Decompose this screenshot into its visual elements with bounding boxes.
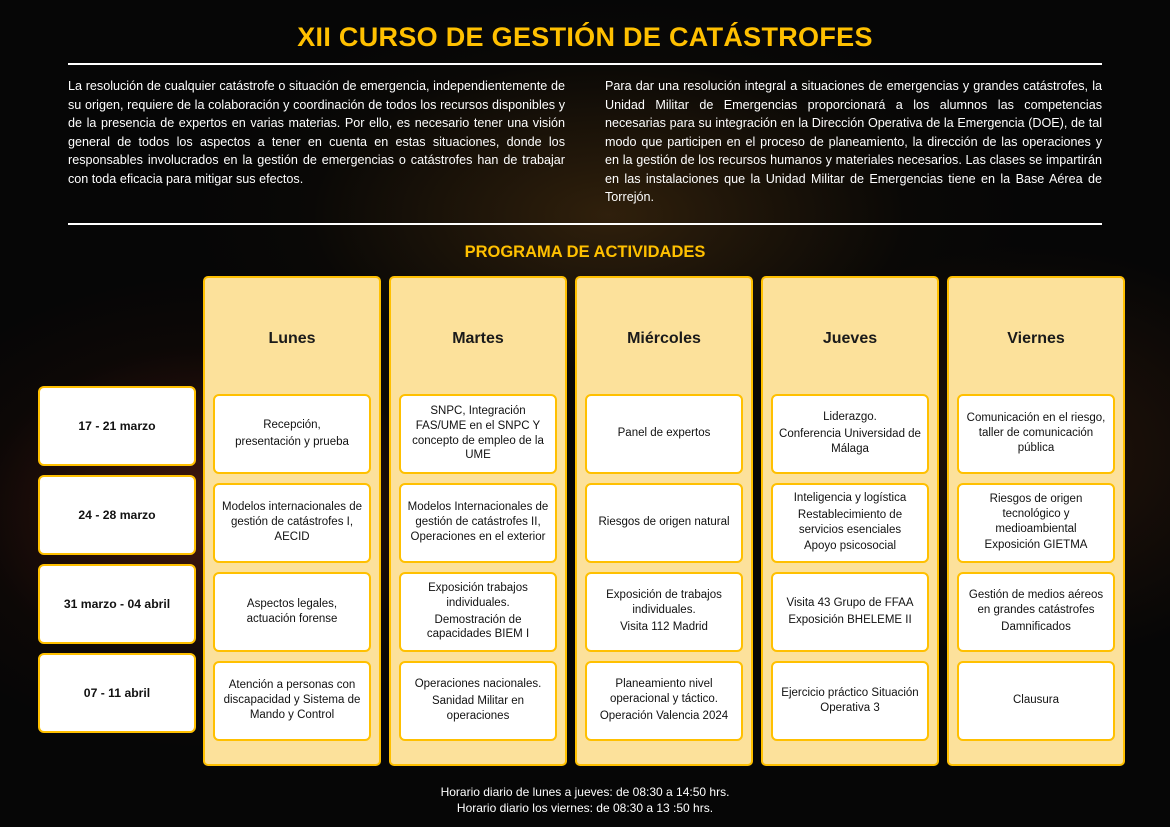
activity-line: Clausura bbox=[1012, 694, 1060, 707]
activity-cell bbox=[213, 661, 371, 741]
intro-paragraph-right: Para dar una resolución integral a situaciones de emergencias y grandes catástrofes, la Unidad Militar de Emergencias proporcionará a los alumnos las competencias necesarias para su integración en la Dirección Operativa de la Emergencia (DOE), de tal modo que participen en el proceso de planeamiento, la dirección de las operaciones y en la gestión de los recursos humanos y materiales necesarios. Las clases se impartirán en las instalaciones que la Unidad Militar de Emergencias tiene en la Base Aérea de Torrejón. bbox=[605, 79, 1102, 204]
day-column-viernes bbox=[947, 276, 1125, 766]
activity-line: Visita 112 Madrid bbox=[620, 620, 708, 633]
activity-cell bbox=[585, 394, 743, 474]
activity-cell bbox=[585, 661, 743, 741]
activity-line: Restablecimiento de servicios esenciales bbox=[797, 508, 903, 536]
day-header-martes: Martes bbox=[452, 329, 504, 347]
activity-line: Damnificados bbox=[1001, 620, 1071, 633]
activity-line: Operación Valencia 2024 bbox=[599, 709, 729, 722]
day-header-jueves: Jueves bbox=[822, 329, 878, 347]
activity-cell bbox=[957, 661, 1115, 741]
activity-cell bbox=[399, 661, 557, 741]
intro-paragraph-left: La resolución de cualquier catástrofe o situación de emergencia, independientemente de su origen, requiere de la colaboración y coordinación de todos los recursos disponibles y de la presencia de expertos en varias materias. Por ello, es necesario tener una visión general de todos los aspectos a tener en cuenta en estas situaciones, donde los responsables involucrados en la gestión de emergencias o catástrofes han de trabajar con toda eficacia para mitigar sus efectos. bbox=[68, 79, 565, 186]
activity-line: Liderazgo. bbox=[823, 411, 877, 424]
activity-line: Recepción, bbox=[263, 418, 321, 431]
activity-cell bbox=[957, 394, 1115, 474]
activity-line: Riesgos de origen tecnológico y medioambiental bbox=[989, 493, 1083, 535]
week-label-4: 07 - 11 abril bbox=[38, 653, 196, 733]
day-column-lunes bbox=[203, 276, 381, 766]
activity-line: Modelos internacionales de gestión de catástrofes I, AECID bbox=[221, 501, 362, 543]
day-column-miercoles bbox=[575, 276, 753, 766]
week-column bbox=[38, 276, 196, 742]
activity-cell bbox=[399, 572, 557, 652]
activity-line: Planeamiento nivel operacional y táctico. bbox=[609, 678, 719, 706]
activity-line: Conferencia Universidad de Málaga bbox=[779, 428, 921, 455]
day-column-martes bbox=[389, 276, 567, 766]
activity-line: Exposición BHELEME II bbox=[788, 613, 912, 626]
footer-line-2: Horario diario los viernes: de 08:30 a 13 :50 hrs. bbox=[456, 801, 714, 816]
activity-line: presentación y prueba bbox=[235, 435, 349, 448]
activity-cell bbox=[585, 572, 743, 652]
day-header-lunes: Lunes bbox=[268, 329, 316, 347]
activity-line: Demostración de capacidades BIEM I bbox=[426, 613, 530, 641]
week-label-2: 24 - 28 marzo bbox=[38, 475, 196, 555]
activity-line: SNPC, Integración FAS/UME en el SNPC Y concepto de empleo de la UME bbox=[412, 405, 544, 462]
activity-line: Aspectos legales, actuación forense bbox=[246, 597, 338, 625]
activity-cell bbox=[399, 483, 557, 563]
week-label-3: 31 marzo - 04 abril bbox=[38, 564, 196, 644]
activity-line: Inteligencia y logística bbox=[793, 492, 907, 505]
activity-cell bbox=[771, 661, 929, 741]
activity-line: Atención a personas con discapacidad y Sistema de Mando y Control bbox=[223, 679, 361, 721]
activity-line: Operaciones nacionales. bbox=[414, 678, 542, 691]
day-header-miercoles: Miércoles bbox=[627, 329, 701, 347]
activity-line: Exposición trabajos individuales. bbox=[428, 582, 528, 609]
activity-cell bbox=[585, 483, 743, 563]
activity-line: Exposición GIETMA bbox=[984, 539, 1088, 552]
schedule-grid bbox=[0, 276, 1170, 766]
activity-line: Riesgos de origen natural bbox=[598, 516, 730, 529]
day-column-jueves bbox=[761, 276, 939, 766]
page-title: XII CURSO DE GESTIÓN DE CATÁSTROFES bbox=[297, 22, 873, 52]
day-header-viernes: Viernes bbox=[1007, 329, 1065, 347]
activity-line: Exposición de trabajos individuales. bbox=[606, 589, 722, 617]
activity-cell bbox=[213, 394, 371, 474]
activity-cell bbox=[957, 483, 1115, 563]
activity-line: Sanidad Militar en operaciones bbox=[431, 695, 525, 722]
activity-cell bbox=[213, 572, 371, 652]
footer-line-1: Horario diario de lunes a jueves: de 08:30 a 14:50 hrs. bbox=[440, 784, 730, 799]
intro-section bbox=[0, 65, 1170, 215]
activity-cell bbox=[771, 483, 929, 563]
activity-line: Visita 43 Grupo de FFAA bbox=[786, 596, 914, 609]
activity-cell bbox=[399, 394, 557, 474]
week-label-1: 17 - 21 marzo bbox=[38, 386, 196, 466]
activity-cell bbox=[771, 394, 929, 474]
schedule-footer bbox=[0, 766, 1170, 818]
section-title: PROGRAMA DE ACTIVIDADES bbox=[464, 242, 706, 261]
activity-line: Apoyo psicosocial bbox=[803, 540, 897, 553]
activity-line: Panel de expertos bbox=[617, 427, 711, 440]
activity-cell bbox=[771, 572, 929, 652]
activity-line: Modelos Internacionales de gestión de catástrofes II, Operaciones en el exterior bbox=[407, 501, 549, 543]
activity-line: Gestión de medios aéreos en grandes catástrofes bbox=[968, 589, 1104, 617]
activity-cell bbox=[957, 572, 1115, 652]
week-column-spacer bbox=[38, 276, 196, 386]
activity-cell bbox=[213, 483, 371, 563]
activity-line: Comunicación en el riesgo, taller de comunicación pública bbox=[966, 412, 1106, 454]
activity-line: Ejercicio práctico Situación Operativa 3 bbox=[781, 686, 919, 714]
